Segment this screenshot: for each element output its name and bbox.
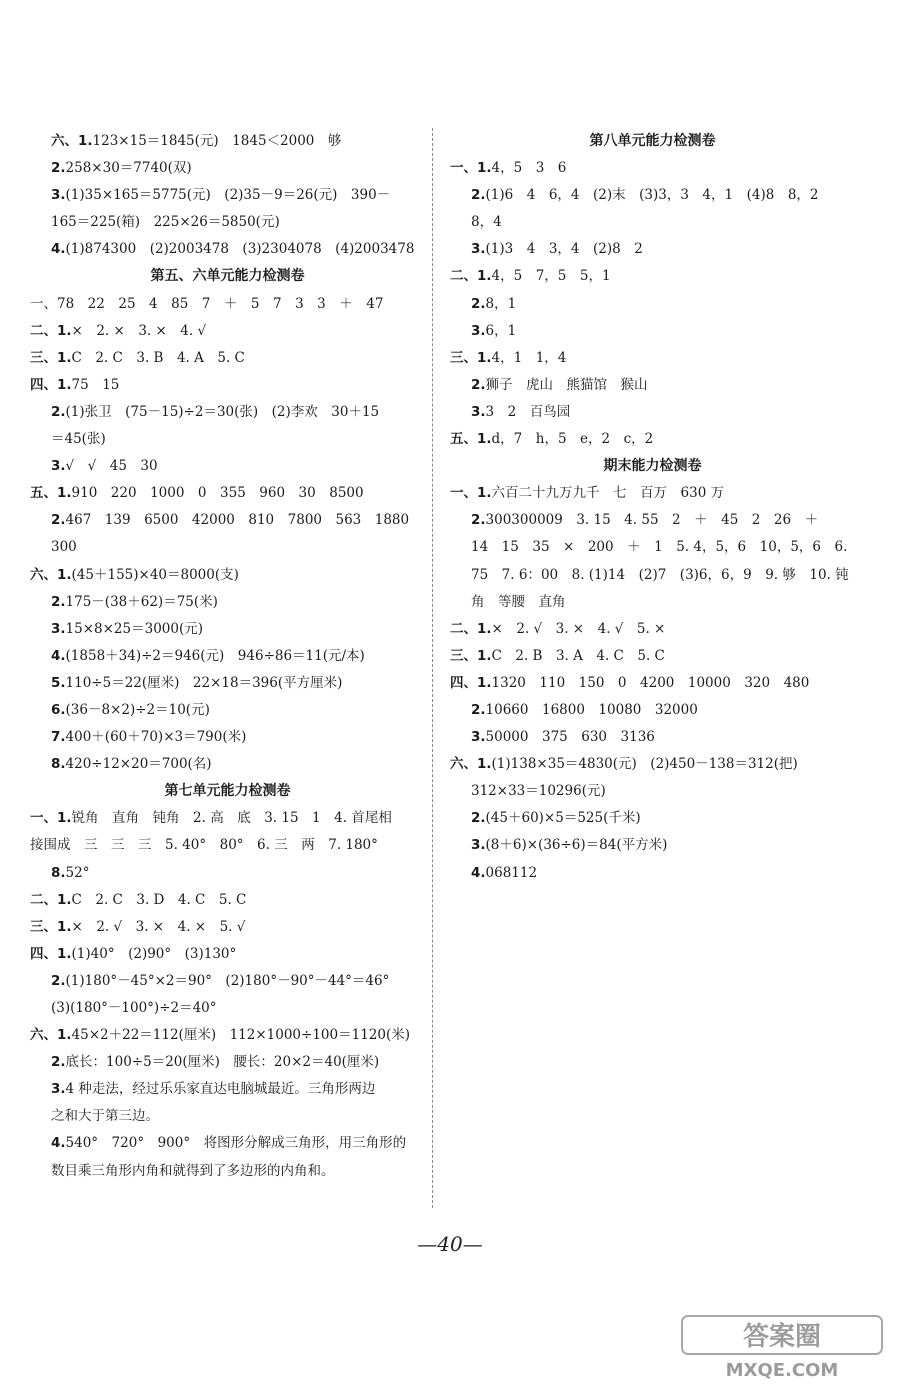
right-answer-column <box>450 128 855 887</box>
answer-text: C 2. B 3. A 4. C 5. C <box>491 647 665 664</box>
question-number: 8. <box>51 864 66 881</box>
answer-text: 14 15 35 × 200 ＋ 1 5. 4，5，6 10，5，6 6. <box>471 539 848 556</box>
answer-text: 312×33＝10296(元) <box>471 783 606 800</box>
answer-line <box>30 128 425 155</box>
question-number: 四、1. <box>30 376 72 393</box>
question-number: 二、1. <box>30 891 72 908</box>
answer-line <box>30 670 425 697</box>
answer-line <box>450 860 855 887</box>
answer-line <box>450 534 855 561</box>
question-number: 3. <box>471 241 486 258</box>
answer-line <box>450 507 855 534</box>
answer-line <box>450 832 855 859</box>
answer-text: ＝45(张) <box>51 431 106 448</box>
question-number: 一、1. <box>30 810 72 827</box>
question-number: 2. <box>471 295 486 312</box>
answer-line <box>30 995 425 1022</box>
answer-text: 420÷12×20＝700(名) <box>65 756 212 773</box>
answer-line <box>450 697 855 724</box>
answer-line <box>450 372 855 399</box>
answer-line <box>450 399 855 426</box>
answer-text: 接围成 三 三 三 5. 40° 80° 6. 三 两 7. 180° <box>30 837 378 854</box>
answer-text: 068112 <box>485 864 538 881</box>
answer-text: × 2. √ 3. × 4. × 5. √ <box>71 918 246 935</box>
answer-line <box>30 236 425 263</box>
answer-line <box>30 155 425 182</box>
answer-text: 六百二十九万九千 七 百万 630 万 <box>491 485 725 502</box>
answer-text: 6，1 <box>485 322 517 339</box>
question-number: 3. <box>51 620 66 637</box>
answer-text: √ √ 45 30 <box>65 458 158 475</box>
question-number: 2. <box>51 1054 66 1071</box>
question-number: 2. <box>471 701 486 718</box>
answer-line <box>30 318 425 345</box>
answer-text: 底长：100÷5＝20(厘米) 腰长：20×2＝40(厘米) <box>65 1054 380 1071</box>
answer-text: 8，1 <box>485 295 517 312</box>
answer-line <box>30 589 425 616</box>
question-number: 2. <box>471 512 486 529</box>
answer-line <box>30 751 425 778</box>
answer-line <box>450 209 855 236</box>
question-number: 六、1. <box>51 133 93 149</box>
answer-line <box>450 480 855 507</box>
answer-line <box>30 860 425 887</box>
question-number: 一、1. <box>450 160 492 177</box>
question-number: 6. <box>51 701 66 718</box>
answer-text: × 2. × 3. × 4. √ <box>71 322 207 339</box>
answer-text: × 2. √ 3. × 4. √ 5. × <box>491 620 666 637</box>
question-number: 2. <box>51 972 66 989</box>
answer-line <box>30 291 425 318</box>
answer-text: 4，5 7，5 5，1 <box>491 268 611 285</box>
answer-text: 540° 720° 900° 将图形分解成三角形，用三角形的 <box>65 1135 407 1152</box>
answer-text: 75 7. 6：00 8. (1)14 (2)7 (3)6，6，9 9. 够 10. 钝 <box>471 566 849 583</box>
answer-line <box>30 1076 425 1103</box>
answer-text: 数目乘三角形内角和就得到了多边形的内角和。 <box>51 1162 335 1179</box>
question-number: 3. <box>51 458 66 475</box>
question-number: 3. <box>51 1081 66 1098</box>
heading-text: 第八单元能力检测卷 <box>589 133 716 149</box>
answer-line <box>30 697 425 724</box>
answer-text: 一、78 22 25 4 85 7 ＋ 5 7 3 3 ＋ 47 <box>30 295 384 312</box>
answer-line <box>30 182 425 209</box>
question-number: 三、1. <box>450 349 492 366</box>
answer-line <box>450 155 855 182</box>
answer-line <box>30 616 425 643</box>
question-number: 二、1. <box>30 322 72 339</box>
question-number: 2. <box>471 810 486 827</box>
answer-line <box>30 832 425 859</box>
answer-line <box>450 345 855 372</box>
answer-text: 10660 16800 10080 32000 <box>485 701 698 718</box>
heading-text: 第五、六单元能力检测卷 <box>150 268 305 285</box>
question-number: 五、1. <box>30 485 72 502</box>
question-number: 三、1. <box>30 918 72 935</box>
answer-line <box>30 1158 425 1185</box>
column-divider <box>432 128 433 1208</box>
question-number: 2. <box>51 512 66 529</box>
answer-line <box>30 209 425 236</box>
answer-line <box>450 751 855 778</box>
answer-text: 8，4 <box>471 214 502 231</box>
answer-line <box>30 1022 425 1049</box>
answer-line <box>30 534 425 561</box>
answer-text: 910 220 1000 0 355 960 30 8500 <box>71 485 364 502</box>
question-number: 三、1. <box>30 349 72 366</box>
answer-line <box>450 724 855 751</box>
answer-text: d，7 h，5 e，2 c，2 <box>491 431 654 448</box>
answer-text: 300 <box>51 539 77 556</box>
answer-text: 123×15＝1845(元) 1845＜2000 够 <box>92 133 342 149</box>
answer-line <box>450 263 855 290</box>
section-heading <box>30 263 425 290</box>
answer-text: (1)40° (2)90° (3)130° <box>71 945 237 962</box>
question-number: 3. <box>471 837 486 854</box>
answer-text: (45＋60)×5＝525(千米) <box>485 810 641 827</box>
question-number: 4. <box>471 864 486 881</box>
answer-line <box>30 480 425 507</box>
answer-line <box>450 562 855 589</box>
answer-text: C 2. C 3. D 4. C 5. C <box>71 891 247 908</box>
question-number: 2. <box>471 187 486 204</box>
answer-text: (3)(180°－100°)÷2＝40° <box>51 1000 217 1016</box>
question-number: 三、1. <box>450 647 492 664</box>
answer-text: 165＝225(箱) 225×26＝5850(元) <box>51 214 280 231</box>
answer-text: (1)180°－45°×2＝90° (2)180°－90°－44°＝46° <box>65 972 390 989</box>
question-number: 二、1. <box>450 268 492 285</box>
answer-line <box>30 372 425 399</box>
question-number: 7. <box>51 729 66 746</box>
answer-line <box>450 318 855 345</box>
answer-line <box>30 968 425 995</box>
answer-line <box>30 1103 425 1130</box>
answer-line <box>30 887 425 914</box>
answer-line <box>30 724 425 751</box>
answer-text: 110÷5＝22(厘米) 22×18＝396(平方厘米) <box>65 674 343 691</box>
watermark-logo <box>678 1312 888 1382</box>
section-heading <box>450 128 855 155</box>
answer-line <box>450 589 855 616</box>
question-number: 3. <box>471 729 486 746</box>
page-number: —40— <box>417 1232 483 1256</box>
answer-text: 1320 110 150 0 4200 10000 320 480 <box>491 674 810 691</box>
answer-text: (45＋155)×40＝8000(支) <box>71 566 239 583</box>
answer-line <box>30 562 425 589</box>
question-number: 二、1. <box>450 620 492 637</box>
answer-text: 之和大于第三边。 <box>51 1108 159 1125</box>
answer-text: 4 种走法，经过乐乐家直达电脑城最近。三角形两边 <box>65 1081 376 1098</box>
answer-text: C 2. C 3. B 4. A 5. C <box>71 349 245 366</box>
question-number: 六、1. <box>450 756 492 773</box>
answer-text: 50000 375 630 3136 <box>485 729 655 746</box>
answer-line <box>450 616 855 643</box>
answer-line <box>450 426 855 453</box>
answer-line <box>450 670 855 697</box>
answer-text: (1)6 4 6，4 (2)末 (3)3，3 4，1 (4)8 8，2 <box>485 187 819 204</box>
heading-text: 第七单元能力检测卷 <box>164 783 291 800</box>
question-number: 2. <box>471 376 486 393</box>
question-number: 四、1. <box>30 945 72 962</box>
watermark-brand: 答案圈 <box>742 1322 822 1352</box>
answer-line <box>450 778 855 805</box>
answer-line <box>30 399 425 426</box>
answer-line <box>30 345 425 372</box>
question-number: 2. <box>51 593 66 610</box>
answer-text: 15×8×25＝3000(元) <box>65 620 203 637</box>
section-heading <box>30 778 425 805</box>
question-number: 4. <box>51 1135 66 1152</box>
answer-text: (1)874300 (2)2003478 (3)2304078 (4)2003478 <box>65 241 415 258</box>
answer-text: 52° <box>65 864 90 881</box>
watermark-site: MXQE.COM <box>725 1360 839 1381</box>
answer-text: (36－8×2)÷2＝10(元) <box>65 701 210 718</box>
answer-line <box>30 643 425 670</box>
answer-text: 175－(38＋62)＝75(米) <box>65 593 218 610</box>
question-number: 4. <box>51 647 66 664</box>
answer-text: 467 139 6500 42000 810 7800 563 1880 <box>65 512 410 529</box>
answer-text: 75 15 <box>71 376 120 393</box>
answer-text: (1)3 4 3，4 (2)8 2 <box>485 241 643 258</box>
question-number: 3. <box>51 187 66 204</box>
answer-text: 锐角 直角 钝角 2. 高 底 3. 15 1 4. 首尾相 <box>71 810 392 827</box>
question-number: 六、1. <box>30 566 72 583</box>
question-number: 3. <box>471 322 486 339</box>
answer-line <box>450 805 855 832</box>
answer-line <box>30 453 425 480</box>
answer-text: (1)张卫 (75－15)÷2＝30(张) (2)李欢 30＋15 <box>65 403 380 420</box>
question-number: 一、1. <box>450 485 492 502</box>
answer-text: 角 等腰 直角 <box>471 593 566 610</box>
answer-line <box>30 426 425 453</box>
left-answer-column <box>30 128 425 1185</box>
answer-line <box>30 805 425 832</box>
answer-text: (1)35×165＝5775(元) (2)35－9＝26(元) 390－ <box>65 187 391 204</box>
answer-text: 300300009 3. 15 4. 55 2 ＋ 45 2 26 ＋ <box>485 512 819 529</box>
question-number: 8. <box>51 756 66 773</box>
answer-line <box>30 914 425 941</box>
question-number: 3. <box>471 403 486 420</box>
question-number: 四、1. <box>450 674 492 691</box>
question-number: 2. <box>51 160 66 177</box>
question-number: 五、1. <box>450 431 492 448</box>
answer-line <box>450 643 855 670</box>
question-number: 5. <box>51 674 66 691</box>
answer-line <box>450 182 855 209</box>
answer-line <box>30 941 425 968</box>
answer-text: 258×30＝7740(双) <box>65 160 192 177</box>
answer-text: 45×2＋22＝112(厘米) 112×1000÷100＝1120(米) <box>71 1027 410 1044</box>
answer-text: 狮子 虎山 熊猫馆 猴山 <box>485 376 648 393</box>
question-number: 六、1. <box>30 1027 72 1044</box>
answer-text: (8＋6)×(36÷6)＝84(平方米) <box>485 837 668 854</box>
answer-text: (1)138×35＝4830(元) (2)450－138＝312(把) <box>491 756 798 773</box>
answer-text: 400＋(60＋70)×3＝790(米) <box>65 729 247 746</box>
answer-line <box>450 236 855 263</box>
answer-line <box>30 1049 425 1076</box>
answer-line <box>30 507 425 534</box>
question-number: 2. <box>51 403 66 420</box>
answer-text: 4，1 1，4 <box>491 349 567 366</box>
answer-line <box>30 1130 425 1157</box>
question-number: 4. <box>51 241 66 258</box>
answer-text: (1858＋34)÷2＝946(元) 946÷86＝11(元/本) <box>65 647 365 664</box>
answer-text: 4，5 3 6 <box>491 160 567 177</box>
heading-text: 期末能力检测卷 <box>603 458 702 475</box>
answer-text: 3 2 百鸟园 <box>485 403 571 420</box>
answer-line <box>450 291 855 318</box>
section-heading <box>450 453 855 480</box>
